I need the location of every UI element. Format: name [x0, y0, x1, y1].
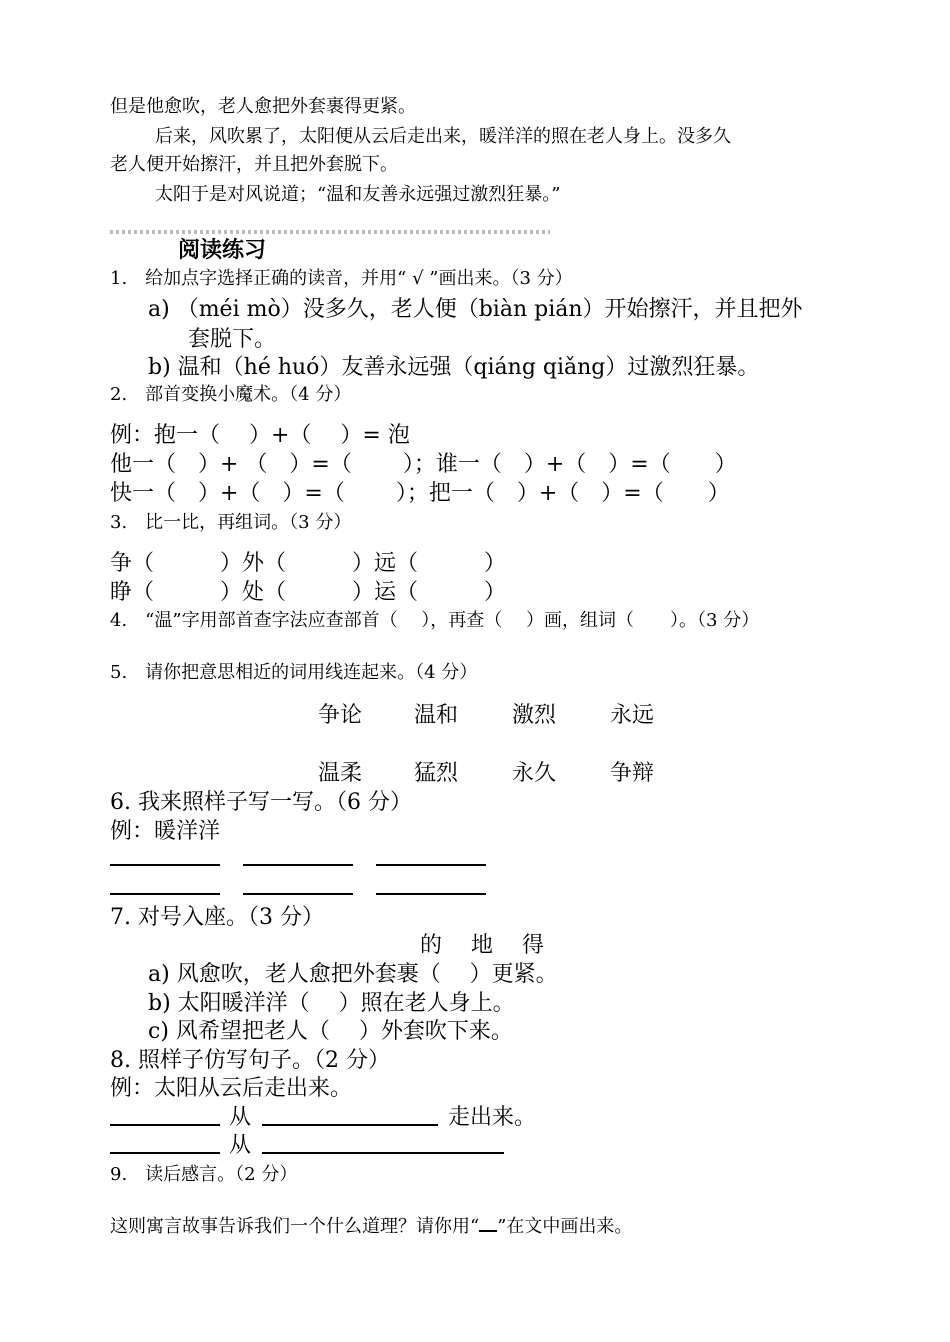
divider: [110, 230, 550, 234]
q5-top-word: 温和: [414, 703, 459, 728]
q7-b: b) 太阳暖洋洋（ ）照在老人身上。: [148, 991, 515, 1016]
q7-options: 的 地 得: [420, 933, 544, 958]
q7-c: c) 风希望把老人（ ）外套吹下来。: [148, 1019, 513, 1044]
q5-top-word: 永远: [610, 703, 655, 728]
answer-blank[interactable]: [243, 864, 353, 866]
q8-label: 8. 照样子仿写句子。（2 分）: [110, 1048, 390, 1073]
answer-blank[interactable]: [110, 1124, 220, 1126]
q4-label: 4. “温”字用部首查字法应查部首（ ），再查（ ）画，组词（ ）。（3 分）: [110, 610, 760, 631]
q8-example: 例：太阳从云后走出来。: [110, 1076, 353, 1101]
answer-blank[interactable]: [110, 893, 220, 895]
section-title: 阅读练习: [178, 238, 267, 263]
q7-a: a) 风愈吹，老人愈把外套裹（ ）更紧。: [148, 962, 558, 987]
story-line-3: 老人便开始擦汗，并且把外套脱下。: [110, 154, 398, 175]
q9-label: 9. 读后感言。（2 分）: [110, 1164, 298, 1185]
q3-label: 3. 比一比，再组词。（3 分）: [110, 512, 352, 533]
q5-label: 5. 请你把意思相近的词用线连起来。（4 分）: [110, 662, 478, 683]
q3-row1: 争（ ）外（ ）远（ ）: [110, 551, 507, 576]
q2-label: 2. 部首变换小魔术。（4 分）: [110, 384, 352, 405]
answer-blank[interactable]: [262, 1152, 504, 1154]
q6-label: 6. 我来照样子写一写。（6 分）: [110, 790, 412, 815]
answer-blank[interactable]: [110, 864, 220, 866]
q3-row2: 睁（ ）处（ ）运（ ）: [110, 580, 507, 605]
q2-row1: 他一（ ）+ （ ）=（ ）；谁一（ ）+（ ）=（ ）: [110, 452, 737, 477]
q5-bottom-word: 永久: [512, 761, 557, 786]
q5-bottom-word: 温柔: [318, 761, 363, 786]
story-line-4: 太阳于是对风说道；“温和友善永远强过激烈狂暴。”: [155, 184, 561, 205]
answer-blank[interactable]: [110, 1152, 220, 1154]
q7-label: 7. 对号入座。（3 分）: [110, 905, 324, 930]
underline-mark: [479, 1216, 497, 1232]
q1-a-line2: 套脱下。: [188, 327, 277, 352]
q5-bottom-word: 猛烈: [414, 761, 459, 786]
answer-blank[interactable]: [262, 1124, 438, 1126]
answer-blank[interactable]: [243, 893, 353, 895]
answer-blank[interactable]: [376, 893, 486, 895]
q2-row2: 快一（ ）+（ ）=（ ）；把一（ ）+（ ）=（ ）: [110, 481, 730, 506]
q8-from-2: 从: [229, 1133, 252, 1158]
answer-blank[interactable]: [376, 864, 486, 866]
q5-top-word: 激烈: [512, 703, 557, 728]
q1-b: b) 温和（hé huó）友善永远强（qiáng qiǎng）过激烈狂暴。: [148, 355, 760, 380]
q1-a-line1: a) （méi mò）没多久，老人便（biàn pián）开始擦汗，并且把外: [148, 297, 803, 322]
q6-example: 例：暖洋洋: [110, 819, 221, 844]
story-line-2: 后来，风吹累了，太阳便从云后走出来，暖洋洋的照在老人身上。没多久: [155, 126, 731, 147]
q5-top-word: 争论: [318, 703, 363, 728]
q1-label: 1. 给加点字选择正确的读音，并用“ √ ”画出来。（3 分）: [110, 268, 573, 289]
q8-out: 走出来。: [448, 1105, 537, 1130]
story-line-1: 但是他愈吹，老人愈把外套裹得更紧。: [110, 96, 416, 117]
q8-from: 从: [229, 1105, 252, 1130]
q5-bottom-word: 争辩: [610, 761, 655, 786]
q2-example: 例：抱一（ ）+（ ）= 泡: [110, 423, 410, 448]
q9-prompt: 这则寓言故事告诉我们一个什么道理？请你用“ ”在文中画出来。: [110, 1216, 633, 1237]
